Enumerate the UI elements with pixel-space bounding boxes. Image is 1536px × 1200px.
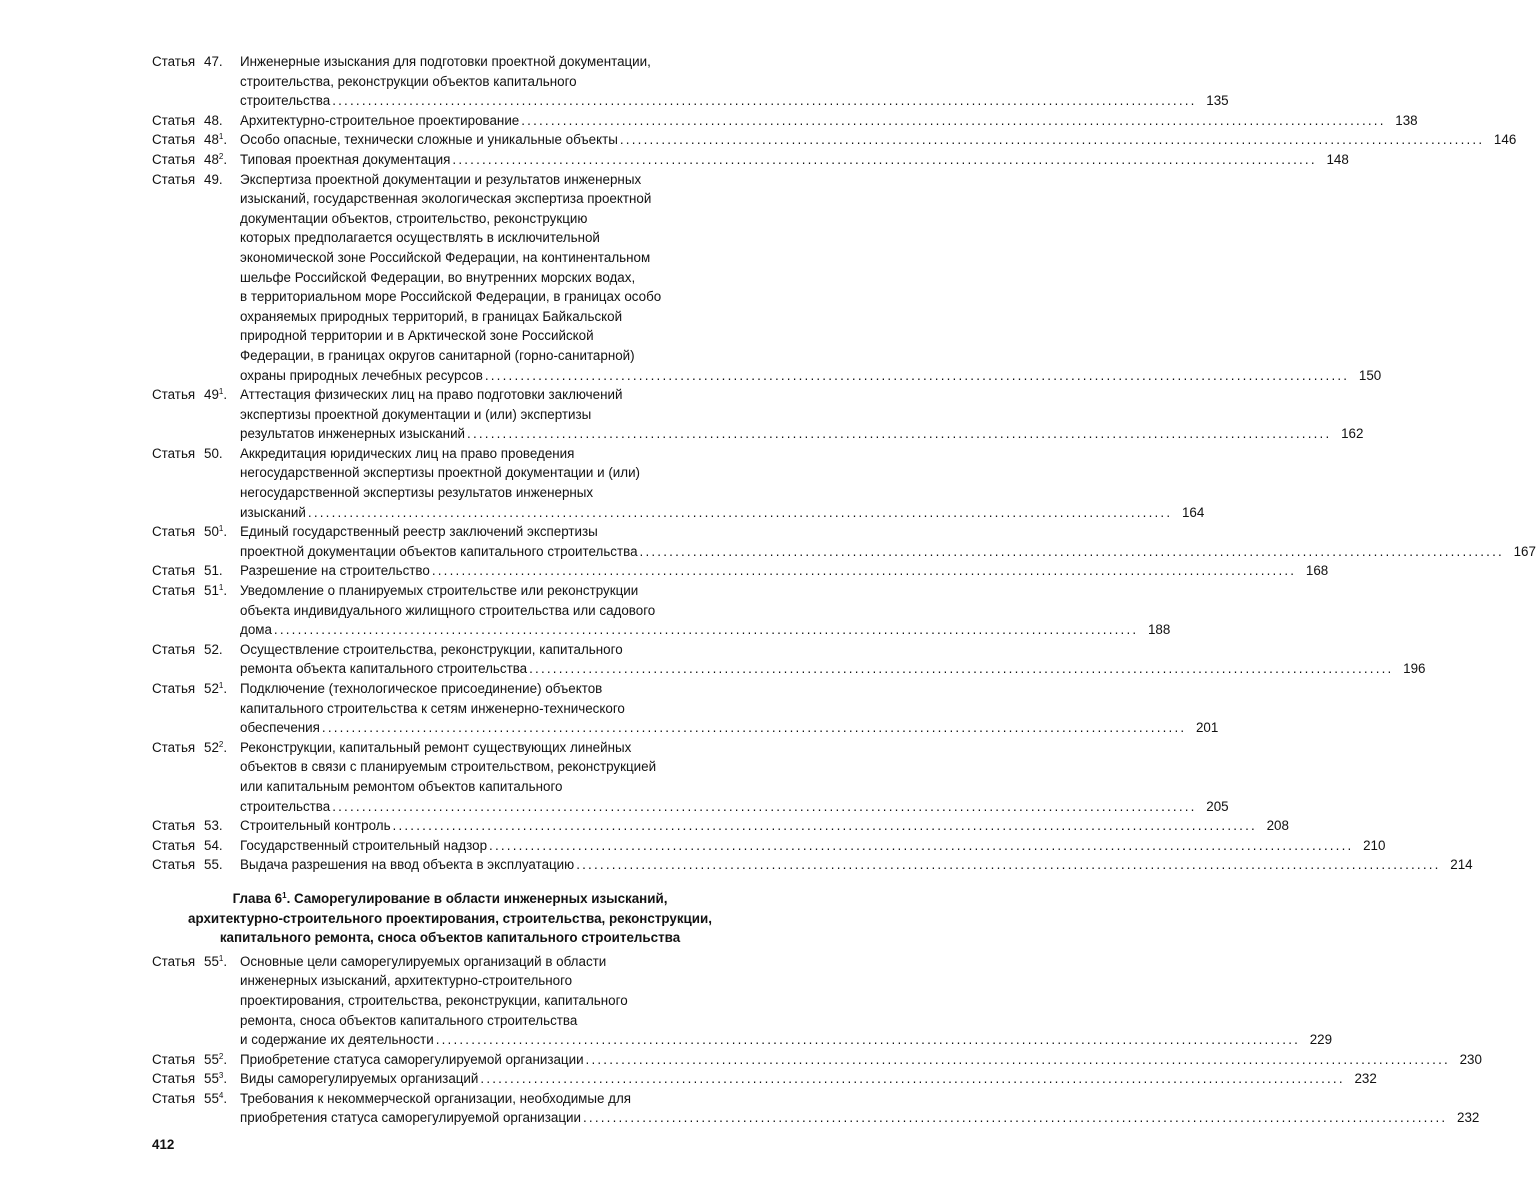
entry-title-text: Особо опасные, технически сложные и уникальные объекты (240, 132, 618, 148)
toc-entry (152, 1089, 1480, 1128)
entry-title-last-line (240, 1108, 1480, 1128)
entry-title-text: дома (240, 622, 272, 638)
article-number: 52 (204, 641, 219, 657)
entry-title-text: строительства (240, 93, 331, 109)
article-number-superscript: 4 (218, 1090, 224, 1100)
article-number: 48 (204, 112, 219, 128)
entry-title (240, 1089, 1480, 1128)
article-number: 52 (204, 739, 219, 755)
article-word: Статья (152, 132, 196, 148)
entry-title (240, 444, 1205, 522)
leader-dots: .................................................................................................................................................. (489, 837, 1354, 853)
article-number: 50 (204, 445, 219, 461)
entry-title (240, 816, 1289, 836)
article-number-period: . (223, 151, 228, 167)
article-label (152, 385, 240, 405)
leader-dots: .................................................................................................................................................. (582, 1110, 1448, 1126)
toc-entry (152, 640, 1426, 679)
entry-title-last-line (240, 1030, 1333, 1050)
page-ref: 135 (1206, 93, 1229, 109)
entry-title (240, 561, 1329, 581)
entry-title-line: природной территории и в Арктической зоне Российской (240, 328, 594, 344)
article-word: Статья (152, 1051, 196, 1067)
entry-title-line: Экспертиза проектной документации и результатов инженерных (240, 171, 642, 187)
entry-title (240, 385, 1364, 444)
entry-title-line: Требования к некоммерческой организации, необходимые для (240, 1090, 632, 1106)
entry-title-line: экспертизы проектной документации и (или) экспертизы (240, 406, 592, 422)
page-ref: 201 (1195, 720, 1219, 736)
article-label (152, 561, 240, 581)
article-word: Статья (152, 953, 196, 969)
entry-title-last-line (240, 542, 1536, 562)
leader-dots: .................................................................................................................................................. (321, 720, 1187, 736)
entry-title (240, 1050, 1482, 1070)
entry-title-line: ремонта, сноса объектов капитального строительства (240, 1012, 578, 1028)
article-label (152, 855, 240, 875)
article-word: Статья (152, 837, 196, 853)
article-number-superscript: 2 (218, 151, 224, 161)
article-number: 55 (204, 857, 219, 873)
toc-entry (152, 111, 1418, 131)
article-number-period: . (218, 112, 223, 128)
article-number: 52 (204, 681, 219, 696)
entry-title-line: объекта индивидуального жилищного строительства или садового (240, 602, 656, 618)
article-number: 55 (204, 1071, 219, 1087)
article-number-superscript: 1 (218, 953, 224, 963)
entry-title-text: Разрешение на строительство (240, 563, 430, 579)
article-number: 51 (204, 583, 219, 599)
article-number-period: . (223, 132, 228, 148)
toc-entry (152, 816, 1289, 836)
article-number-period: . (223, 739, 228, 755)
entry-title-text: Типовая проектная документация (240, 151, 451, 167)
entry-title-line: Осуществление строительства, реконструкции, капитального (240, 641, 623, 657)
article-label (152, 836, 240, 856)
toc-entry (152, 836, 1386, 856)
entry-title-last-line (240, 424, 1364, 444)
entry-title-text: строительства (240, 798, 331, 814)
entry-title-text: и содержание их деятельности (240, 1032, 434, 1048)
entry-title (240, 581, 1171, 640)
chapter-heading (152, 889, 748, 948)
entry-title-line: объектов в связи с планируемым строительством, реконструкцией (240, 759, 657, 775)
leader-dots: .................................................................................................................................................. (431, 563, 1297, 579)
article-word: Статья (152, 1090, 196, 1106)
article-label (152, 581, 240, 601)
leader-dots: .................................................................................................................................................. (332, 798, 1197, 814)
chapter-heading-line-2: архитектурно-строительного проектирования, строительства, реконструкции, (188, 910, 712, 926)
page-ref: 208 (1266, 818, 1289, 834)
leader-dots: .................................................................................................................................................. (332, 93, 1197, 109)
article-number: 48 (204, 151, 219, 167)
article-number-period: . (218, 818, 223, 834)
entry-title (240, 738, 1229, 816)
entry-title (240, 679, 1219, 738)
page-ref: 138 (1395, 112, 1418, 128)
article-number-superscript: 2 (218, 1051, 224, 1061)
article-number-period: . (223, 387, 228, 403)
entry-title (240, 130, 1517, 150)
article-word: Статья (152, 739, 196, 755)
article-number-period: . (223, 583, 228, 599)
article-word: Статья (152, 641, 196, 657)
article-number: 55 (204, 1090, 219, 1106)
article-label (152, 52, 240, 72)
leader-dots: .................................................................................................................................................. (435, 1032, 1301, 1048)
article-number-period: . (223, 953, 228, 969)
article-number: 55 (204, 953, 219, 969)
entry-title-line: негосударственной экспертизы проектной документации и (или) (240, 465, 641, 481)
article-number-period: . (218, 171, 223, 187)
toc-entry (152, 130, 1517, 150)
entry-title-text: приобретения статуса саморегулируемой организации (240, 1110, 581, 1126)
entry-title-text: обеспечения (240, 720, 320, 736)
entry-title (240, 52, 1229, 111)
entry-title-line: экономической зоне Российской Федерации, на континентальном (240, 249, 651, 265)
article-number: 54 (204, 837, 219, 853)
entry-title (240, 640, 1426, 679)
page-ref: 168 (1305, 563, 1329, 579)
article-word: Статья (152, 171, 196, 187)
entry-title-line: инженерных изысканий, архитектурно-строительного (240, 973, 573, 989)
article-number-period: . (218, 563, 223, 579)
leader-dots: .................................................................................................................................................. (480, 1071, 1345, 1087)
leader-dots: .................................................................................................................................................. (392, 818, 1257, 834)
article-label (152, 816, 240, 836)
entry-title-text: Строительный контроль (240, 818, 391, 834)
entry-title-last-line (240, 503, 1205, 523)
entry-title-line: в территориальном море Российской Федерации, в границах особо (240, 289, 662, 305)
entry-title-line: строительства, реконструкции объектов капитального (240, 73, 577, 89)
article-label (152, 170, 240, 190)
entry-title-last-line (240, 111, 1418, 131)
article-number-period: . (223, 1071, 228, 1087)
article-number-superscript: 1 (218, 132, 224, 142)
article-label (152, 522, 240, 542)
toc-entry (152, 581, 1171, 640)
entry-title-line: негосударственной экспертизы результатов инженерных (240, 485, 594, 501)
article-number-period: . (218, 445, 223, 461)
page-ref: 146 (1493, 132, 1517, 148)
article-number-superscript: 2 (218, 739, 224, 749)
article-number-superscript: 1 (218, 387, 224, 397)
toc-entry (152, 385, 1364, 444)
entry-title-last-line (240, 816, 1289, 836)
leader-dots: .................................................................................................................................................. (529, 661, 1394, 677)
toc-entry (152, 52, 1229, 111)
page-ref: 232 (1457, 1110, 1480, 1126)
article-number-period: . (223, 524, 228, 540)
article-label (152, 738, 240, 758)
entry-title-line: капитального строительства к сетям инженерно-технического (240, 700, 625, 716)
article-label (152, 150, 240, 170)
page-ref: 210 (1363, 837, 1386, 853)
article-label (152, 640, 240, 660)
toc-entry (152, 1069, 1377, 1089)
page-ref: 232 (1354, 1071, 1377, 1087)
leader-dots: .................................................................................................................................................. (307, 504, 1173, 520)
entry-title-line: Подключение (технологическое присоединение) объектов (240, 681, 603, 696)
article-number: 55 (204, 1051, 219, 1067)
entry-title (240, 150, 1349, 170)
table-of-contents (152, 52, 1536, 1128)
article-label (152, 1089, 240, 1109)
entry-title-text: проектной документации объектов капитального строительства (240, 543, 638, 559)
entry-title-line: или капитальным ремонтом объектов капитального (240, 778, 563, 794)
toc-entry (152, 150, 1349, 170)
toc-entries-before-chapter (152, 52, 1536, 875)
toc-entry (152, 561, 1329, 581)
article-number-period: . (218, 641, 223, 657)
article-word: Статья (152, 112, 196, 128)
entry-title-line: охраняемых природных территорий, в границах Байкальской (240, 308, 623, 324)
entry-title-text: Виды саморегулируемых организаций (240, 1071, 479, 1087)
leader-dots: .................................................................................................................................................. (585, 1051, 1450, 1067)
entry-title-line: Реконструкции, капитальный ремонт существующих линейных (240, 739, 632, 755)
entry-title-line: документации объектов, строительство, реконструкцию (240, 210, 588, 226)
article-label (152, 679, 240, 699)
entry-title-line: проектирования, строительства, реконструкции, капитального (240, 992, 628, 1008)
article-word: Статья (152, 387, 196, 403)
entry-title-text: результатов инженерных изысканий (240, 426, 466, 442)
article-label (152, 952, 240, 972)
entry-title-last-line (240, 659, 1426, 679)
article-word: Статья (152, 583, 196, 599)
toc-entries-chapter-6-1 (152, 952, 1482, 1128)
article-number: 50 (204, 524, 219, 540)
entry-title-line: Инженерные изыскания для подготовки проектной документации, (240, 54, 651, 69)
article-word: Статья (152, 857, 196, 873)
entry-title-text: изысканий (240, 504, 306, 520)
article-word: Статья (152, 563, 196, 579)
leader-dots: .................................................................................................................................................. (273, 622, 1139, 638)
article-number-superscript: 1 (218, 583, 224, 593)
entry-title (240, 952, 1333, 1050)
entry-title-line: Основные цели саморегулируемых организаций в области (240, 953, 607, 969)
entry-title-text: охраны природных лечебных ресурсов (240, 367, 483, 383)
entry-title-text: Выдача разрешения на ввод объекта в эксплуатацию (240, 857, 575, 873)
page-ref: 229 (1309, 1032, 1333, 1048)
entry-title-last-line (240, 150, 1349, 170)
entry-title-last-line (240, 366, 1382, 386)
page-ref: 196 (1403, 661, 1426, 677)
toc-entry (152, 170, 1382, 386)
article-word: Статья (152, 681, 196, 696)
article-number-superscript: 1 (218, 524, 224, 534)
entry-title-last-line (240, 855, 1473, 875)
entry-title-last-line (240, 797, 1229, 817)
article-number-superscript: 3 (218, 1071, 224, 1081)
entry-title (240, 111, 1418, 131)
toc-entry (152, 522, 1536, 561)
toc-entry (152, 679, 1219, 738)
page-ref: 214 (1450, 857, 1473, 873)
article-number: 47 (204, 54, 219, 69)
entry-title-line: Аттестация физических лиц на право подготовки заключений (240, 387, 623, 403)
page-ref: 167 (1513, 543, 1536, 559)
article-number-period: . (223, 681, 228, 696)
leader-dots: .................................................................................................................................................. (639, 543, 1504, 559)
leader-dots: .................................................................................................................................................. (452, 151, 1317, 167)
article-word: Статья (152, 445, 196, 461)
article-number-period: . (218, 857, 223, 873)
article-label (152, 444, 240, 464)
article-number: 49 (204, 387, 219, 403)
chapter-heading-line-1: Глава $6^1$. Саморегулирование в области инженерных изысканий, (232, 890, 668, 906)
entry-title (240, 1069, 1377, 1089)
entry-title (240, 836, 1386, 856)
entry-title-line: Уведомление о планируемых строительстве или реконструкции (240, 583, 639, 599)
leader-dots: .................................................................................................................................................. (576, 857, 1441, 873)
entry-title-line: Аккредитация юридических лиц на право проведения (240, 445, 575, 461)
article-word: Статья (152, 818, 196, 834)
entry-title-last-line (240, 718, 1219, 738)
article-label (152, 111, 240, 131)
entry-title-last-line (240, 561, 1329, 581)
toc-entry (152, 738, 1229, 816)
article-number-period: . (223, 1090, 228, 1106)
toc-entry (152, 855, 1473, 875)
entry-title-line: шельфе Российской Федерации, во внутренних морских водах, (240, 269, 636, 285)
entry-title-last-line (240, 130, 1517, 150)
page-ref: 150 (1358, 367, 1382, 383)
article-word: Статья (152, 1071, 196, 1087)
page-ref: 230 (1459, 1051, 1482, 1067)
entry-title-last-line (240, 1050, 1482, 1070)
article-number: 49 (204, 171, 219, 187)
article-number-period: . (218, 837, 223, 853)
article-label (152, 1050, 240, 1070)
entry-title-line: изысканий, государственная экологическая экспертиза проектной (240, 191, 652, 207)
leader-dots: .................................................................................................................................................. (484, 367, 1350, 383)
article-number-period: . (223, 1051, 228, 1067)
leader-dots: .................................................................................................................................................. (619, 132, 1485, 148)
article-number: 51 (204, 563, 219, 579)
entry-title-line: Федерации, в границах округов санитарной (горно-санитарной) (240, 347, 635, 363)
entry-title (240, 170, 1382, 386)
article-number-period: . (218, 54, 223, 69)
entry-title-line: которых предполагается осуществлять в исключительной (240, 230, 600, 246)
page-ref: 188 (1147, 622, 1171, 638)
article-word: Статья (152, 54, 196, 69)
toc-entry (152, 444, 1205, 522)
leader-dots: .................................................................................................................................................. (467, 426, 1332, 442)
chapter-heading-line-3: капитального ремонта, сноса объектов капитального строительства (219, 930, 681, 946)
article-number-superscript: 1 (218, 681, 224, 690)
entry-title-text: Государственный строительный надзор (240, 837, 488, 853)
article-label (152, 130, 240, 150)
article-word: Статья (152, 524, 196, 540)
toc-entry (152, 1050, 1482, 1070)
leader-dots: .................................................................................................................................................. (521, 112, 1386, 128)
entry-title-last-line (240, 91, 1229, 111)
entry-title-line: Единый государственный реестр заключений экспертизы (240, 524, 598, 540)
page-number: 412 (152, 1137, 175, 1152)
entry-title-text: Архитектурно-строительное проектирование (240, 112, 520, 128)
entry-title-last-line (240, 1069, 1377, 1089)
entry-title-last-line (240, 620, 1171, 640)
entry-title-text: Приобретение статуса саморегулируемой организации (240, 1051, 584, 1067)
page-ref: 162 (1341, 426, 1364, 442)
entry-title (240, 522, 1536, 561)
toc-entry (152, 952, 1333, 1050)
entry-title-text: ремонта объекта капитального строительства (240, 661, 528, 677)
page-ref: 164 (1181, 504, 1205, 520)
page-ref: 205 (1206, 798, 1229, 814)
article-number: 48 (204, 132, 219, 148)
article-number: 53 (204, 818, 219, 834)
article-word: Статья (152, 151, 196, 167)
entry-title (240, 855, 1473, 875)
entry-title-last-line (240, 836, 1386, 856)
article-label (152, 1069, 240, 1089)
page-ref: 148 (1326, 151, 1349, 167)
